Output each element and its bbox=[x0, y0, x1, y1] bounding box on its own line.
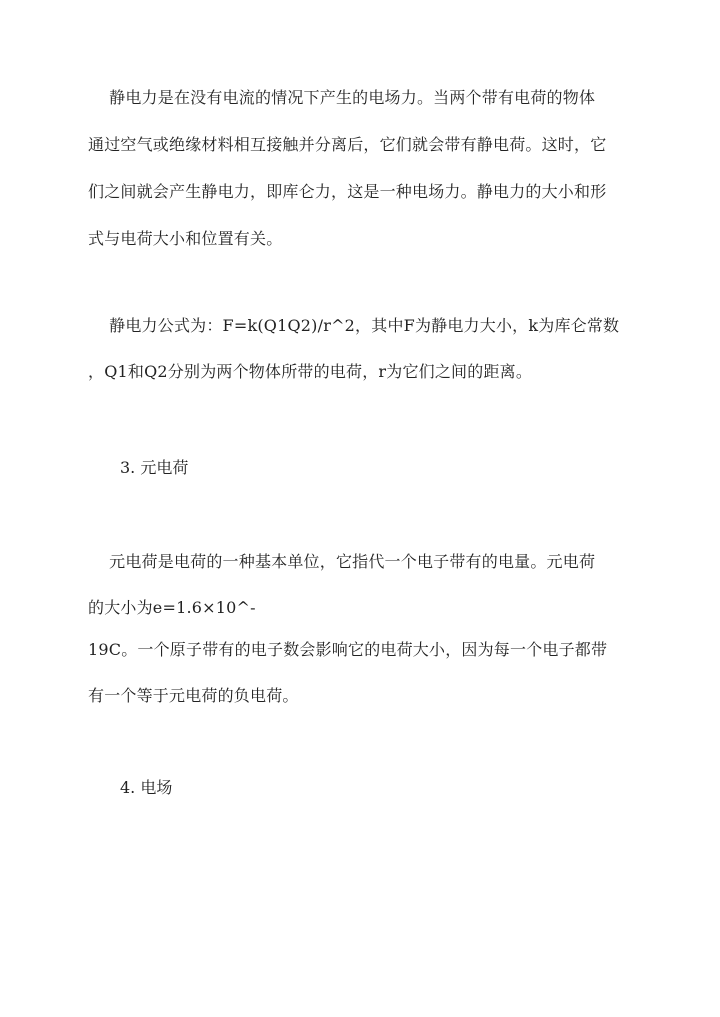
paragraph-line: 元电荷是电荷的一种基本单位，它指代一个电子带有的电量。元电荷 bbox=[88, 552, 596, 571]
section-heading: 3. 元电荷 bbox=[120, 458, 189, 477]
section-heading: 4. 电场 bbox=[120, 778, 173, 797]
paragraph-line: 们之间就会产生静电力，即库仑力，这是一种电场力。静电力的大小和形 bbox=[88, 182, 607, 201]
paragraph-line: 通过空气或绝缘材料相互接触并分离后，它们就会带有静电荷。这时，它 bbox=[88, 135, 607, 154]
paragraph-line: 19C。一个原子带有的电子数会影响它的电荷大小，因为每一个电子都带 bbox=[88, 640, 608, 659]
paragraph-line: 静电力是在没有电流的情况下产生的电场力。当两个带有电荷的物体 bbox=[88, 88, 596, 107]
paragraph-line: ，Q1和Q2分别为两个物体所带的电荷，r为它们之间的距离。 bbox=[88, 362, 533, 381]
paragraph-line: 的大小为e=1.6×10^- bbox=[88, 598, 256, 617]
paragraph-line: 式与电荷大小和位置有关。 bbox=[88, 229, 283, 248]
paragraph-line: 静电力公式为：F=k(Q1Q2)/r^2，其中F为静电力大小，k为库仑常数 bbox=[88, 316, 620, 335]
paragraph-line: 有一个等于元电荷的负电荷。 bbox=[88, 686, 299, 705]
